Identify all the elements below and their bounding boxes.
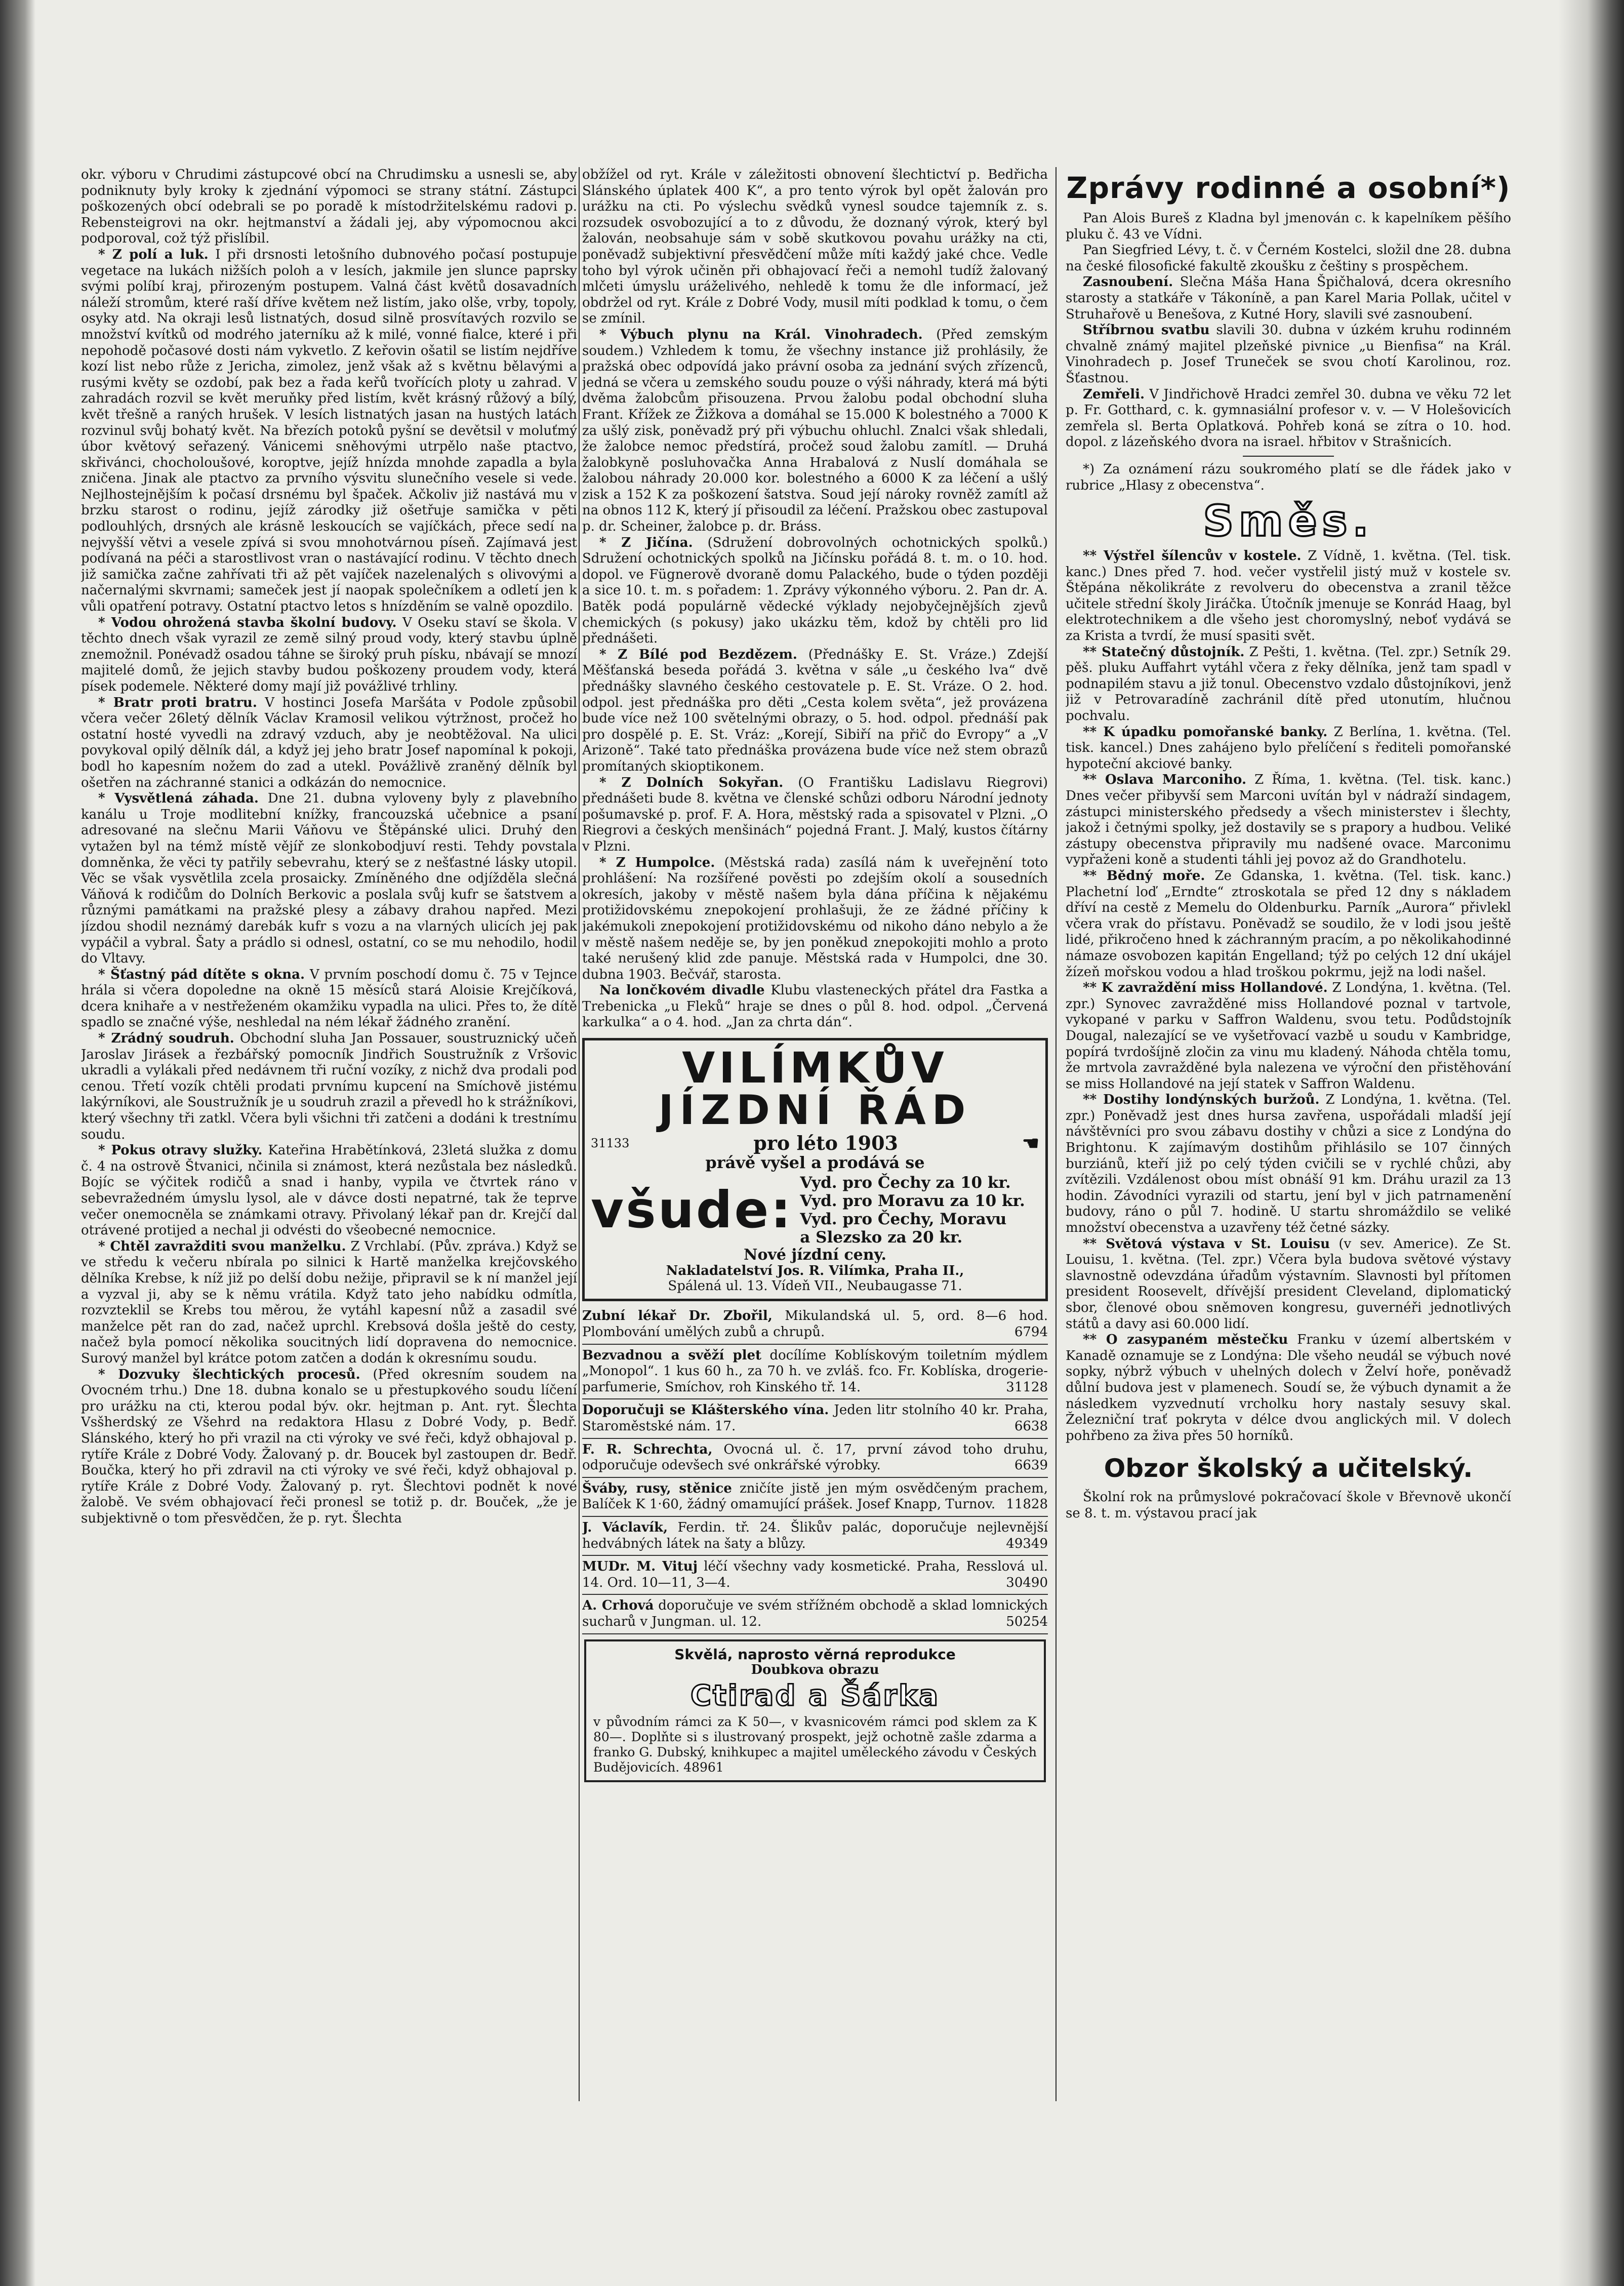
classified-list: [582, 1306, 1048, 1634]
column-rule: [1055, 167, 1057, 2101]
article: * Z Humpolce. (Městská rada) zasílá nám k uveřejnění toto prohlášení: Na rozšířené pověsti po zdejším okolí a sousedních okresích, jakoby v městě našem byla dána příčina k nějakému protižidovskému znepokojení prohlašuji, že ze žádné příčiny k jakémukoli znepokojení protižidovskému od nikoho dáno nebylo a že v městě našem neděje se, by jen poněkud znepokojiti mohlo a proto také nerušený klid zde panuje. Městská rada v Humpolci, dne 30. dubna 1903. Bečvář, starosta.: [582, 855, 1048, 982]
article: * Dozvuky šlechtických procesů. (Před okresním soudem na Ovocném trhu.) Dne 18. dubna konalo se u přestupkového soudu líčení pro urážku na cti, kterou podal býv. okr. hejtman p. Ant. ryt. Šlechta Vsšherdský ze Všehrd na redaktora Hlasu z Dobré Vody, p. Bedř. Slánského, který ho při vrazil na cti výroky ve své řeči, když obhajoval p. rytíře Krále z Dobré Vody. Žalovaný p. dr. Boucek byl zastoupen dr. Bedř. Boučka, který ho při zdravil na cti výroky ve své řeči, když obhajoval p. rytíře Krále z Dobré Vody. Žalovaný p. ryt. Šlechtovi podnět k nové žalobě. Ve svém obhajovací řeči pronesl se totiž p. dr. Bouček, „že je subjektivně o tom přesvědčen, že p. ryt. Šlechta: [81, 1367, 577, 1526]
ad-everywhere: všude:: [591, 1180, 793, 1240]
article: * Z Bílé pod Bezdězem. (Přednášky E. St. Vráze.) Zdejší Měšťanská beseda pořádá 3. května v sále „u českého lva“ dvě přednášky slavného českého cestovatele p. E. St. Vráze. O 2. hod. odpol. jest přednáška pro děti „Cesta kolem světa“, jež provázena bude více než 100 světelnými obrazy, o 5. hod. odpol. přednáší pak pro dospělé p. E. St. Vráz: „Korejí, Sibiří na přič do Evropy“ a „V Arizoně“. Také tato přednáška provázena bude více než stem obrazů promítaných skioptikonem.: [582, 647, 1048, 774]
timetable-advertisement: VILÍMKŮV JÍZDNÍ ŘÁD 31133 pro léto 1903 ☚ právě vyšel a prodává se všude: Vyd. pro Čechy za 10 kr. Vyd. pro Moravu za 10 kr. Vyd. pro Čechy, Moravu a Slezsko za 20 kr. Nové jízdní ceny. Nakladatelství Jos. R. Vilímka, Praha II., Spálená ul. 13. Vídeň VII., Neubaugasse 71.: [582, 1038, 1048, 1301]
article: * Bratr proti bratru. V hostinci Josefa Maršáta v Podole způsobil včera večer 26letý dělník Václav Kramosil velikou výtržnost, pročež ho ostatní hosté vyvedli na zdravý vzduch, aby je neobtěžoval. Na ulici povykoval opilý dělník dál, a když jej jeho bratr Josef napomínal k pokoji, bodl ho kapesním nožem do zad a utekl. Povážlivě zraněný dělník byl ošetřen na záchranné stanici a odkázán do nemocnice.: [81, 695, 577, 790]
article-continuation: okr. výboru v Chrudimi zástupcové obcí na Chrudimsku a usnesli se, aby podniknuty byly kroky k zjednání výpomoci se strany státní. Zástupci poškozených obcí odebrali se po poradě k místodržitelskému radovi p. Rebensteigrovi na okr. hejtmanství a žádali jej, aby výpomocnou akci podporoval, což týž přislíbil.: [81, 167, 577, 247]
footnote: *) Za oznámení rázu soukromého platí se dle řádek jako v rubrice „Hlasy z obecenstva“.: [1066, 461, 1511, 493]
article: Stříbrnou svatbu slavili 30. dubna v úzkém kruhu rodinném chvalně známý majitel plzeňské pivnice „u Bienfisa“ na Král. Vinohradech p. Josef Truneček se svou chotí Karolinou, roz. Šťastnou.: [1066, 323, 1511, 386]
painting-reproduction-advertisement: Skvělá, naprosto věrná reprodukce Doubkova obrazu Ctirad a Šárka v původním rámci za K 50—, v kvasnicovém rámci pod sklem za K 80—. Doplňte si s ilustrovaný prospekt, jejž ochotně zašle zdarma a franko G. Dubský, knihkupec a majitel uměleckého závodu v Českých Budějovicích. 48961: [584, 1639, 1046, 1782]
classified-ad: Bezvadnou a svěží plet docílíme Koblískovým toiletním mýdlem „Monopol“. 1 kus 60 h., za 70 h. ve zvláš. fco. Fr. Koblíska, drogerie-parfumerie, Smíchov, roh Kinského tř. 14. 31128: [582, 1346, 1048, 1400]
pointing-hand-icon: ☚: [1022, 1132, 1039, 1155]
article: * Šťastný pád dítěte s okna. V prvním poschodí domu č. 75 v Tejnce hrála si včera dopoledne na okně 15 měsíců stará Aloisie Krejčíková, dcera knihaře a v nestřeženém okamžiku vypadla na ulici. Přes to, že dítě spadlo se značné výše, neshledal na ném lékař žádného zranění.: [81, 967, 577, 1030]
article: Školní rok na průmyslové pokračovací škole v Břevnově ukončí se 8. t. m. výstavou prací jak: [1066, 1490, 1511, 1521]
column-right: [1066, 167, 1511, 2223]
article: * Z Dolních Sokyřan. (O Františku Ladislavu Riegrovi) přednášeti bude 8. května ve členské schůzi odboru Národní jednoty pošumavské p. prof. F. A. Hora, městský rada a spisovatel v Plzni. „O Riegrovi a českých menšinách“ pojedná Frant. J. Malý, kustos čítárny v Plzni.: [582, 775, 1048, 854]
section-heading-school-overview: Obzor školský a učitelský.: [1104, 1454, 1473, 1483]
classified-ad: F. R. Schrechta, Ovocná ul. č. 17, první závod toho druhu, odporučuje odevšech své onkrářské výrobky. 6639: [582, 1440, 1048, 1478]
article: ** Výstřel šílencův v kostele. Z Vídně, 1. května. (Tel. tisk. kanc.) Dnes před 7. hod. večer vystřelil jistý muž v kostele sv. Štěpána několikráte z revolveru do obecenstva a zranil těžce učitele střední školy Jiráčka. Útočník jmenuje se Konrád Haag, byl elektrotechnikem a dle všeho jest choromyslný, neboť vydává se za Krista a tvrdí, že musí spasiti svět.: [1066, 548, 1511, 644]
ad-season: pro léto 1903: [753, 1132, 898, 1155]
article: * Z Jičína. (Sdružení dobrovolných ochotnických spolků.) Sdružení ochotnických spolků na Jičínsku pořádá 8. t. m. o 10. hod. dopol. ve Fügnerově dvoraně domu Palackého, bude o týden později a sice 10. t. m. s pořadem: 1. Zprávy výkonného výboru. 2. Pan dr. A. Batěk podá populárně vědecké výklady nejobyčejnějších zjevů chemických (s pokusy) jako ukázku těm, kdož by chtěli pro lid přednášeti.: [582, 535, 1048, 647]
article: ** K zavraždění miss Hollandové. Z Londýna, 1. května. (Tel. zpr.) Synovec zavražděné miss Hollandové poznal v tartvole, vykopané v parku v Saffron Waldenu, svou tetu. Podůdstojník Dougal, nalezající se ve vyšetřovací vazbě u soudu v Kambridge, popírá tvrdošíjně zločin za vinu mu kladený. Náhoda chtěla tomu, že mrtvola zavražděné byla nalezena ve výroční den přistěhování se miss Hollandové na její statek v Saffron Waldenu.: [1066, 980, 1511, 1092]
ad-address: Spálená ul. 13. Vídeň VII., Neubaugasse 71.: [668, 1278, 962, 1294]
article: * Vodou ohrožená stavba školní budovy. V Oseku staví se škola. V těchto dnech však vyrazil ze země silný proud vody, který stavbu úplně znemožnil. Ponévadž osadou táhne se široký pruh písku, nbávají se mnozí majitelé domů, že jejich stavby budou poškozeny proudem vody, která písek podemele. Některé domy mají již povážlivé trhliny.: [81, 615, 577, 694]
ad-published: právě vyšel a prodává se: [705, 1153, 925, 1173]
ad-title: JÍZDNÍ ŘÁD: [658, 1087, 972, 1134]
classified-ad: J. Václavík, Ferdin. tř. 24. Šlikův palác, doporučuje nejlevnější hedvábných látek na šaty a blůzy. 49349: [582, 1518, 1048, 1556]
article: * Vysvětlená záhada. Dne 21. dubna vyloveny byly z plavebního kanálu u Troje modlitební knížky, francouzská učebnice a psaní adresované na slečnu Marii Váňovu ve Štěpánské ulici. Druhý den vytažen byl na témž místě vějíř ze slonkobodjuví resti. Tehdy povstala domněnka, že věci ty patřily sebevrahu, který se z nešťastné lásky utopil. Věc se však vysvětlila zcela prosaicky. Zmíněného dne odjížděla slečná Váňová k rodičům do Dolních Berkovic a poslala svůj kufr se šatstvem a různými památkami na pražské plesy a zábavy drahou napřed. Mezi jízdou shodil neznámý darebák kufr s vozu a na vlarných ulicích jej pak vypáčil a vybral. Šaty a prádlo si odnesl, ostatní, co se mu nehodilo, hodil do Vltavy.: [81, 791, 577, 967]
classified-ad: Šváby, rusy, stěnice zničíte jistě jen mým osvědčeným prachem, Balíček K 1·60, žádný omamující prášek. Josef Knapp, Turnov. 11828: [582, 1479, 1048, 1517]
section-heading-miscellany: Směs.: [1203, 496, 1374, 546]
divider: [1243, 456, 1334, 457]
article: Zemřeli. V Jindřichově Hradci zemřel 30. dubna ve věku 72 let p. Fr. Gotthard, c. k. gymnasiální profesor v. v. — V Holešovicích zemřela sl. Berta Oplatková. Pohřeb koná se zítra o 10. hod. dopol. z lázeňského dvora na israel. hřbitov v Strašnicích.: [1066, 386, 1511, 450]
ad-title: VILÍMKŮV: [682, 1043, 948, 1093]
article: Pan Alois Bureš z Kladna byl jmenován c. k kapelníkem pěšího pluku č. 43 ve Vídni.: [1066, 211, 1511, 242]
article: ** Statečný důstojník. Z Pešti, 1. května. (Tel. zpr.) Setník 29. pěš. pluku Auffahrt vytáhl včera z řeky dělníka, jenž tam spadl v podnapilém stavu a již tonul. Obecenstvo vzdalo důstojníkovi, jenž již v Petrovaradíně zachránil dítě před utonutím, hlučnou pochvalu.: [1066, 644, 1511, 724]
scan-right-edge: [1558, 0, 1624, 2286]
article: ** Bědný moře. Ze Gdanska, 1. května. (Tel. tisk. kanc.) Plachetní loď „Erndte“ ztroskotala se před 12 dny s nákladem dříví na cestě z Memelu do Oldenburku. Parník „Aurora“ přivlekl včera vrak do přístavu. Poněvadž se soudilo, že v lodi jsou ještě lidé, přikročeno hned k záchranným pracím, a po několikahodinné námaze osvobozen kapitán Engelland; týž po celých 12 dní ukájel žízeň mořskou vodou a hlad troškou pokrmu, jejž na lodi našel.: [1066, 868, 1511, 980]
column-middle: [582, 167, 1048, 2223]
article: Zasnoubení. Slečna Máša Hana Špičhalová, dcera okresního starosty a statkáře v Tákoníně, a pan Karel Maria Pollak, učitel v Struhařově u Benešova, z Kutné Hory, slavili své zasnoubení.: [1066, 274, 1511, 322]
article: * Výbuch plynu na Král. Vinohradech. (Před zemským soudem.) Vzhledem k tomu, že všechny instance již prohlásily, že pražská obec odpovídá jako právní osoba za jednání svých zřízenců, jedná se včera u zemského soudu pouze o výši náhrady, která má býti dvěma žalobcům přisouzena. Prvou žalobu podal obchodní sluha Frant. Křížek ze Žižkova a domáhal se 15.000 K bolestného a 7000 K za ušlý zisk, poněvadž prý při výbuchu ohluchl. Znalci však shledali, že žalobce nemoc předstírá, pročež soud žalobu zamítl. — Druhá žalobkyně posluhovačka Anna Hrabalová z Nuslí domáhala se žalobou náhrady 20.000 kor. bolestného a 6000 K za léčení a ušlý zisk a 152 K za poškození šatstva. Soud její nároky rovněž zamítl až na obnos 112 K, který jí přisoudil za léčení. Pražskou obec zastupoval p. dr. Scheiner, žalobce p. dr. Bráss.: [582, 327, 1048, 535]
scan-left-edge: [0, 0, 35, 2286]
article: ** K úpadku pomořanské banky. Z Berlína, 1. května. (Tel. tisk. kancel.) Dnes zahájeno bylo přelíčení s řediteli pomořanské hypoteční akciové banky.: [1066, 724, 1511, 772]
column-rule: [579, 167, 580, 2101]
classified-ad: Doporučuji se Klášterského vína. Jeden litr stolního 40 kr. Praha, Staroměstské nám. 17. 6638: [582, 1400, 1048, 1438]
ad-new-prices: Nové jízdní ceny.: [744, 1246, 886, 1264]
article: * Pokus otravy služky. Kateřina Hrabětínková, 23letá služka z domu č. 4 na ostrově Štvanici, nčinila si známost, která nezůstala bez následků. Bojíc se výčitek rodičů a snad i hanby, vypila ve čtvrtek ráno v sebevražedném úmyslu lysol, ale v dávce dosti nepatrné, tak že teprve večer onemocněla se známkami otravy. Přivolaný lékař pan dr. Krejčí dal otrávené protijed a nechal ji odvésti do všeobecné nemocnice.: [81, 1143, 577, 1238]
classified-ad: Zubní lékař Dr. Zbořil, Mikulandská ul. 5, ord. 8—6 hod. Plombování umělých zubů a chrupů. 6794: [582, 1306, 1048, 1344]
classified-ad: A. Crhová doporučuje ve svém střížném obchodě a sklad lomnických sucharů v Jungman. ul. 12. 50254: [582, 1596, 1048, 1634]
article-list: [81, 247, 577, 1527]
article: * Z polí a luk. I při drsnosti letošního dubnového počasí postupuje vegetace na lukách nižších poloh a v lesích, jakmile jen slunce paprsky svými políbí kraj, přirozeným postupem. Valná část květů dosavadních náleží stromům, které raší dříve květem než listím, jako olše, vrby, topoly, osyky atd. Na okraji lesů listnatých, dosud silně prosvítavých rozvilo se množství kvítků od modrého jaterníku až k milé, vonné fialce, které i při nepohodě počasové dosti nám vykvetlo. Z keřovin ošatil se listím nejdříve kozí list nebo růže z Jericha, zimolez, jenž však až s květnu bělavými a rusými květy se ozdobí, pak bez a řada keřů tvořících ploty u zahrad. V zahradách rozvil se květ meruňky před listím, květ krásný růžový a bílý, květ třešně a raných hrušek. V lesích listnatých jasan na hustých latách rozvinul svůj bohatý květ. Na březích potoků pyšní se devětsil v moluťmý úbor květový seřazený. Vánicemi sněhovými utrpělo naše ptactvo, skřivánci, chocholoušové, koroptve, jejíž hnízda mnohde zapadla a byla zničena. Jinak ale ptactvo za prvního výsvitu slunečního vesele si vede. Nejlhostejnějším k počasí drsnému byl špaček. Ačkoliv již nastává mu v brzku starost o rodinu, jejíž zárodky již ošetřuje samička v pěti podlouhlých, drsných ale krásně leskoucích se vajíčkách, přece sedí na nejvyšší větvi a vesele zpívá si svou mnohotvárnou píseň. Zajímavá jest podívaná na péči a starostlivost vran o nastávající rodinu. V těchto dnech již samička začne zahřívati tři až pět vajíček nazelenalých s olivovými a načernalými skvrnami; sameček jest jí naopak společníkem a odletí jen k vůli opatření potravy. Ostatní ptactvo letos s hnízděním se valně opozdilo.: [81, 247, 577, 615]
classified-ad: MUDr. M. Vituj léčí všechny vady kosmetické. Praha, Resslová ul. 14. Ord. 10—11, 3—4. 30490: [582, 1557, 1048, 1595]
article: ** O zasypaném městečku Franku v území albertském v Kanadě oznamuje se z Londýna: Dle všeho neudál se výbuch nové sopky, nýbrž výbuch v uhelných dolech v Želví hoře, poněvadž důlní budova jest v plamenech. Soudí se, že výbuch dynamit a že následkem vyzvednutí vrcholku hory nastaly sesuvy skal. Železniční trať pokryta v délce dvou anglických mil. V dolech pohřbeno za živa přes 50 horníků.: [1066, 1332, 1511, 1443]
article: * Chtěl zavražditi svou manželku. Z Vrchlabí. (Pův. zpráva.) Když se ve středu k večeru nbírala po silnici k Hartě manželka krejčovského dělníka Krebse, k níž již po delší dobu nežije, připravil se k ní manžel její a vyzval ji, aby se k němu vrátila. Když tato jeho nabídku odmítla, rozvzteklil se Krebs tou měrou, že vytáhl kapesní nůž a zasadil své manželce pět ran do zad, načež uprchl. Krebsová došla ještě do cesty, načež byla pomocí několika soucitných lidí dopravena do nemocnice. Surový manžel byl krátce potom zatčen a dodán k okresnímu soudu.: [81, 1238, 577, 1366]
ad-publisher: Nakladatelství Jos. R. Vilímka, Praha II.,: [666, 1263, 964, 1279]
article: ** Světová výstava v St. Louisu (v sev. Americe). Ze St. Louisu, 1. května. (Tel. zpr.) Včera byla budova světové výstavy slavnostně odevzdána úřadům výstavním. Slavnosti byl přítomen president Roosevelt, dřívější president Cleveland, diplomatický sbor, členové obou sněmoven kongresu, guvernéři jednotlivých států a davy asi 60.000 lidí.: [1066, 1236, 1511, 1332]
column-left: [81, 167, 577, 2223]
article: ** Dostihy londýnských buržoů. Z Londýna, 1. května. (Tel. zpr.) Poněvadž jest dnes hursa zavřena, uspořádali mladší její návštěvníci pro svou zábavu dostihy v chůzi a sice z Londýna do Brightonu. K zajímavým dostihům přihlásilo se 107 činných burziánů, kteří již po celý týden cvičili se v rychlé chůzi, aby zvítězili. Vzdálenost obou míst obnáší 91 km. Dráhu urazil za 13 hodin. Závodníci vyrazili od startu, jení byl v jich patrnamenění budovy, ráno o půl 7. hodině. U startu shromáždilo se veliké množství obecenstva a uzavřeny též četné sázky.: [1066, 1092, 1511, 1236]
section-heading-family-news: Zprávy rodinné a osobní*): [1066, 171, 1511, 205]
article: ** Oslava Marconiho. Z Říma, 1. května. (Tel. tisk. kanc.) Dnes večer přibyvší sem Marconi uvítán byl v nádraží sindagem, zástupci ministerského předsedy a všech ministerstev i šlechty, jakož i četnými spolky, jež dostavily se s prapory a hudbou. Veliké zástupy obecenstva připravily mu nadšené ovace. Marconimu vypřaženi koně a studenti táhli jej povoz až do Grandhotelu.: [1066, 772, 1511, 868]
ad-number: 31133: [591, 1136, 630, 1151]
ad2-title: Ctirad a Šárka: [690, 1679, 940, 1712]
article: * Zrádný soudruh. Obchodní sluha Jan Possauer, soustruznický učeň Jaroslav Jirásek a řezbářský pomocník Jindřich Soustružník z Vršovic ukradli a vylákali před nedávnem tři ruční vozíky, z nichž dva prodali pod cenou. Třetí vozík chtěli prodati prvnímu kupcení na Smíchově jistému lakýrníkovi, ale Soustružník je u soudruh zrazil a převedl ho k strážníkovi, který všechny tři zatkl. Včera byli všichni tři zatčeni a dodáni k trestnímu soudu.: [81, 1031, 577, 1142]
article: Na lončkovém divadle Klubu vlasteneckých přátel dra Fastka a Trebenicka „u Fleků“ hraje se dnes o půl 8. hod. odpol. „Červená karkulka“ a o 4. hod. „Jan za chrta dán“.: [582, 983, 1048, 1030]
article: Pan Siegfried Lévy, t. č. v Černém Kostelci, složil dne 28. dubna na české filosofické fakultě zkoušku z češtiny s prospěchem.: [1066, 243, 1511, 274]
article-continuation: obžížel od ryt. Krále v záležitosti obnovení šlechtictví p. Bedřicha Slánského úplatek 400 K“, a pro tento výrok byl opět žalován pro urážku na cti. Po výslechu svědků vynesl soudce tajemník z. s. rozsudek osvobozující a to z důvodu, že doznaný výrok, který byl žalován, neobsahuje sám v sobě skutkovou povahu urážky na cti, poněvadž subjektivní přesvědčení může míti každý jaké chce. Vedle toho byl výrok učiněn při obhajovací řeči a nemohl tudíž žalovaný mlčeti úmyslu uráželivého, nehledě k tomu že dle informací, jež obdržel od ryt. Krále z Dobré Vody, musil míti podklad k tomu, o čem se zmínil.: [582, 167, 1048, 327]
